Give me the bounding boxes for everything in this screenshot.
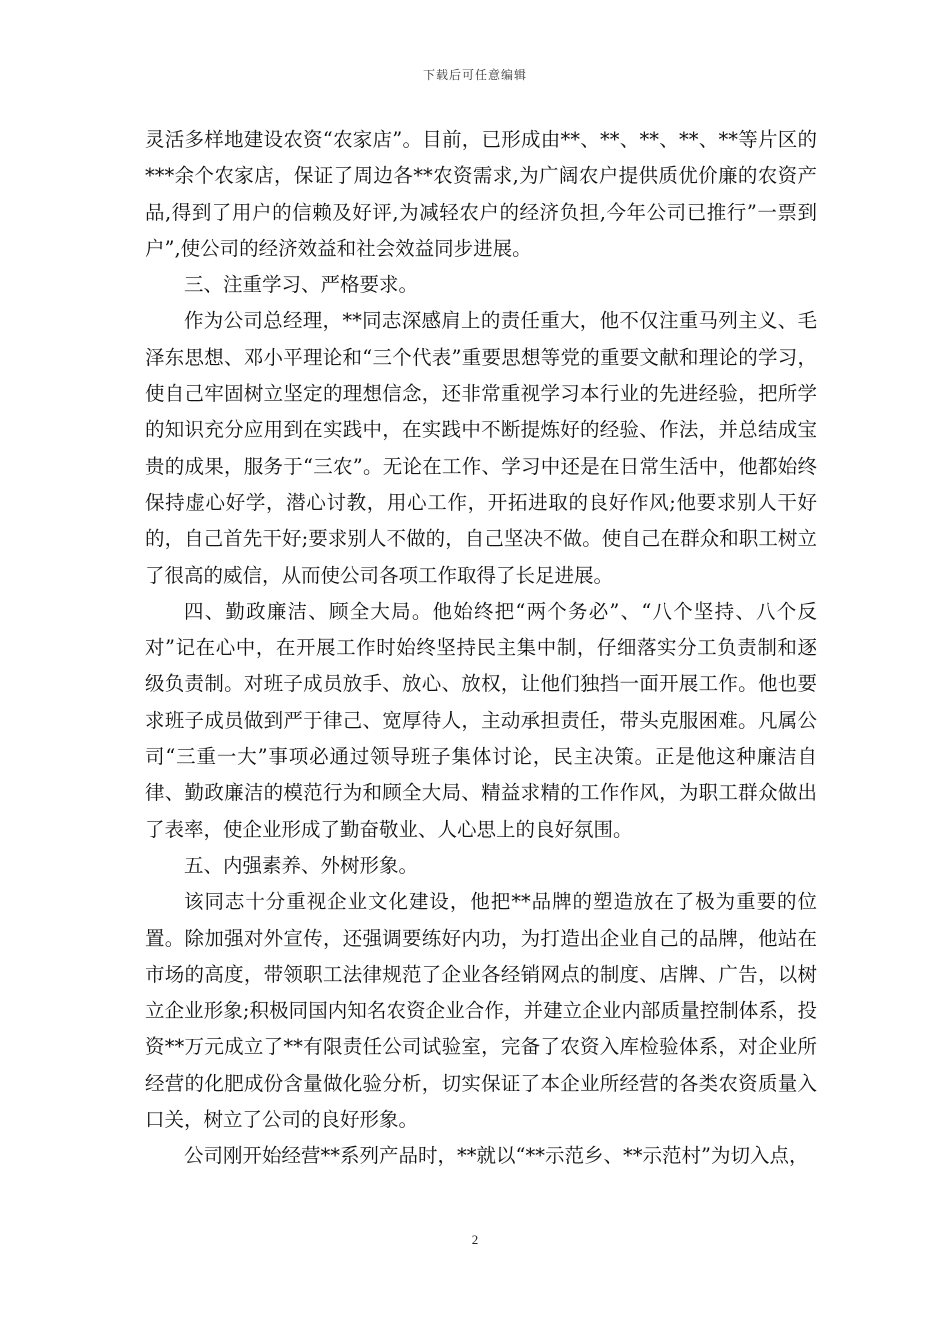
page-header: 下载后可任意编辑 xyxy=(422,68,527,82)
paragraph: 四、勤政廉洁、顾全大局。他始终把“两个务必”、“八个坚持、八个反对”记在心中，在开展工作时始终坚持民主集中制，仔细落实分工负责制和逐级负责制。对班子成员放手、放心、放权，让他们独挡一面开展工作。他也要求班子成员做到严于律己、宽厚待人，主动承担责任，带头克服困难。凡属公司“三重一大”事项必通过领导班子集体讨论，民主决策。正是他这种廉洁自律、勤政廉洁的模范行为和顾全大局、精益求精的工作作风，为职工群众做出了表率，使企业形成了勤奋敬业、人心思上的良好氛围。 xyxy=(145,599,817,841)
paragraph: 该同志十分重视企业文化建设，他把**品牌的塑造放在了极为重要的位置。除加强对外宣传，还强调要练好内功，为打造出企业自己的品牌，他站在市场的高度，带领职工法律规范了企业各经销网点的制度、店牌、广告，以树立企业形象;积极同国内知名农资企业合作，并建立企业内部质量控制体系，投资**万元成立了**有限责任公司试验室，完备了农资入库检验体系，对企业所经营的化肥成份含量做化验分析，切实保证了本企业所经营的各类农资质量入口关，树立了公司的良好形象。 xyxy=(145,890,817,1132)
section-heading: 三、注重学习、严格要求。 xyxy=(184,273,419,297)
page-number: 2 xyxy=(471,1232,479,1247)
paragraph: 公司刚开始经营**系列产品时，**就以“**示范乡、**示范村”为切入点， xyxy=(184,1144,809,1168)
paragraph: 灵活多样地建设农资“农家店”。目前，已形成由**、**、**、**、**等片区的***余个农家店，保证了周边各**农资需求,为广阔农户提供质优价廉的农资产品,得到了用户的信赖及好评,为减轻农户的经济负担,今年公司已推行”一票到户”,使公司的经济效益和社会效益同步进展。 xyxy=(145,128,817,260)
section-heading: 五、内强素养、外树形象。 xyxy=(184,853,419,877)
document-body xyxy=(145,122,817,1175)
paragraph: 作为公司总经理，**同志深感肩上的责任重大，他不仅注重马列主义、毛泽东思想、邓小平理论和“三个代表”重要思想等党的重要文献和理论的学习，使自己牢固树立坚定的理想信念，还非常重视学习本行业的先进经验，把所学的知识充分应用到在实践中，在实践中不断提炼好的经验、作法，并总结成宝贵的成果，服务于“三农”。无论在工作、学习中还是在日常生活中，他都始终保持虚心好学，潜心讨教，用心工作，开拓进取的良好作风;他要求别人干好的，自己首先干好;要求别人不做的，自己坚决不做。使自己在群众和职工树立了很高的威信，从而使公司各项工作取得了长足进展。 xyxy=(145,309,817,587)
